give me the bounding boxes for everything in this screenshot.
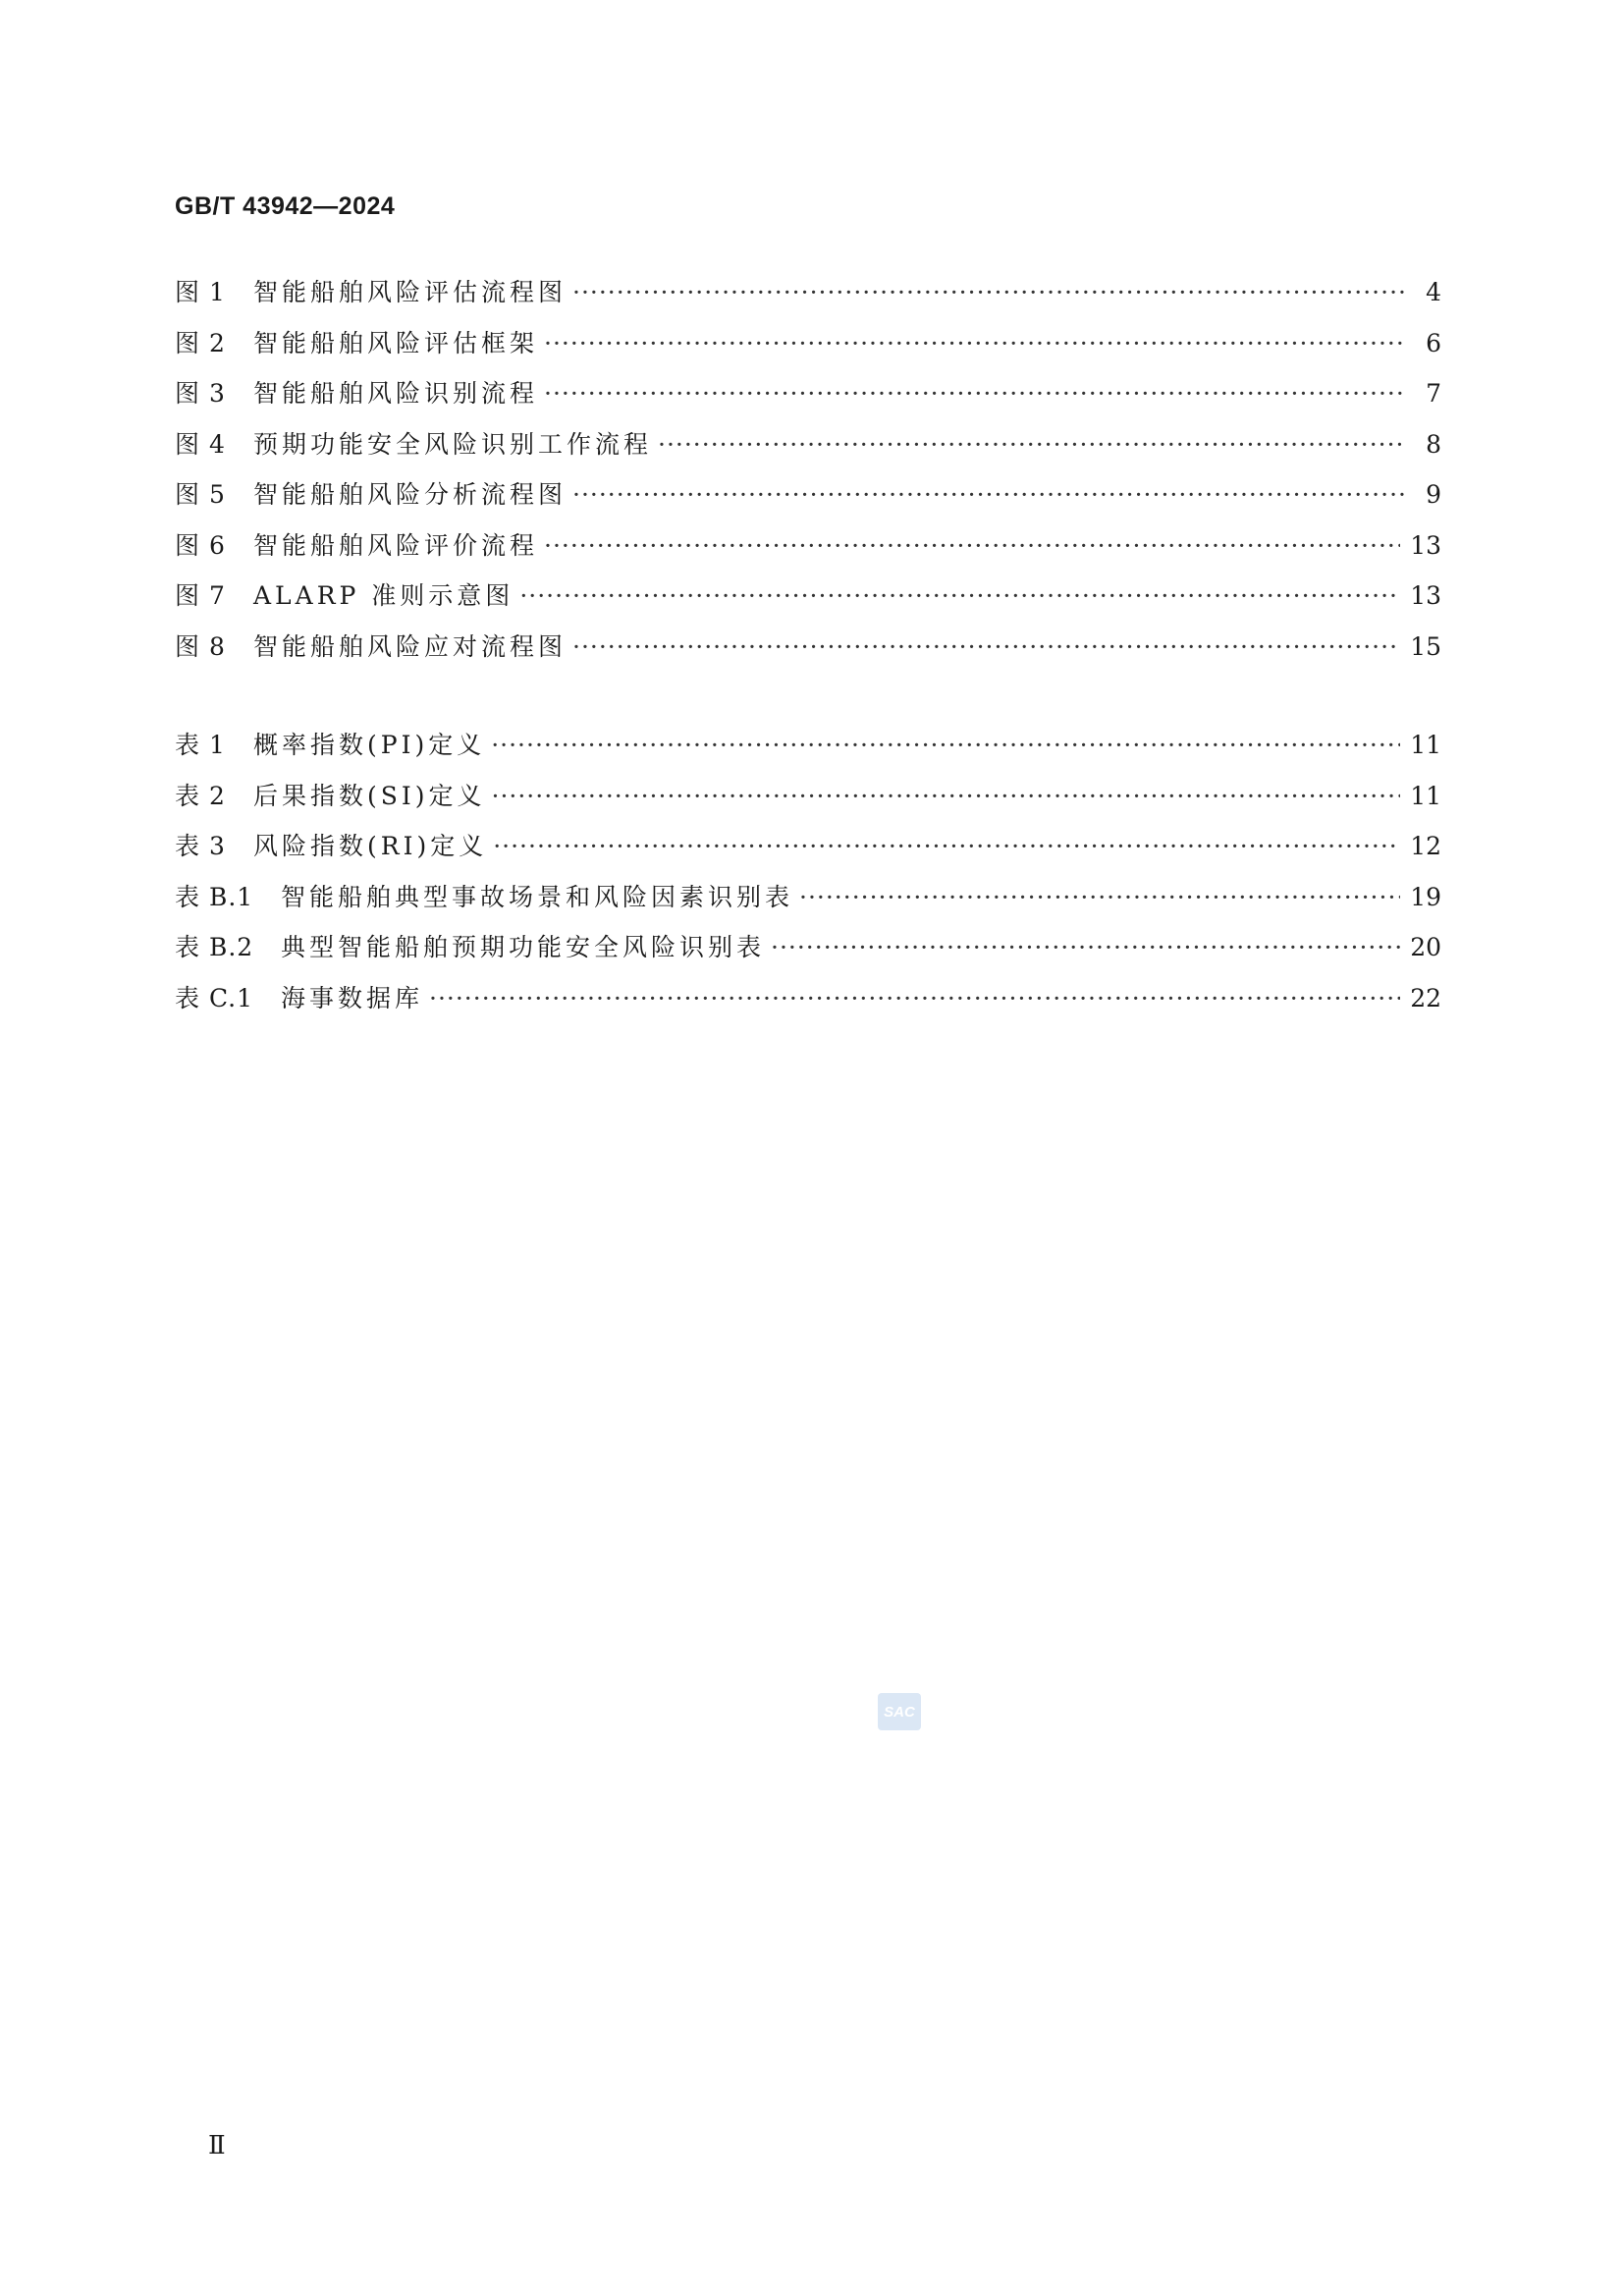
entry-title: 智能船舶风险评价流程 [253,530,539,560]
toc-entry-figure-5[interactable] [175,469,1441,520]
toc-entry-figure-1[interactable] [175,267,1441,318]
toc-entry-table-3[interactable] [175,821,1441,872]
toc-entry-figure-2[interactable] [175,318,1441,369]
entry-page: 8 [1426,429,1441,459]
toc-entry-figure-7[interactable] [175,571,1441,622]
entry-title: ALARP 准则示意图 [253,581,514,610]
entry-title: 智能船舶典型事故场景和风险因素识别表 [281,882,794,911]
entry-page: 15 [1410,631,1441,661]
toc-entry-table-b1[interactable] [175,872,1441,923]
figure-list [175,267,1441,672]
page-number: Ⅱ [208,2131,226,2160]
entry-page: 22 [1410,983,1441,1012]
dot-leader [572,622,1400,673]
dot-leader [519,571,1400,622]
table-list [175,720,1441,1023]
toc-entry-table-2[interactable] [175,771,1441,822]
entry-label: 图 2 [175,328,226,357]
logo-text: SAC [884,1703,915,1721]
dot-leader [658,419,1406,470]
entry-label: 表 B.1 [175,882,254,911]
dot-leader [771,922,1400,973]
entry-label: 表 1 [175,731,226,759]
entry-page: 9 [1426,480,1441,509]
entry-title: 智能船舶风险分析流程图 [253,480,568,509]
entry-label: 图 6 [175,530,226,560]
entry-title: 海事数据库 [281,983,424,1012]
dot-leader [799,872,1400,923]
entry-label: 图 7 [175,581,226,610]
entry-label: 表 3 [175,832,226,860]
entry-title: 智能船舶风险评估框架 [253,328,539,357]
entry-title: 后果指数(SI)定义 [253,781,486,810]
entry-label: 表 2 [175,781,226,810]
sac-logo-icon [878,1693,921,1730]
dot-leader [493,821,1400,872]
entry-title: 概率指数(PI)定义 [253,731,486,759]
dot-leader [491,720,1400,771]
dot-leader [572,267,1406,318]
toc-entry-figure-3[interactable] [175,368,1441,419]
dot-leader [429,973,1400,1024]
entry-page: 6 [1426,328,1441,357]
entry-page: 13 [1410,581,1441,610]
entry-title: 智能船舶风险应对流程图 [253,631,568,661]
toc-entry-table-c1[interactable] [175,973,1441,1024]
entry-label: 图 5 [175,480,226,509]
dot-leader [544,318,1406,369]
toc-entry-figure-6[interactable] [175,520,1441,572]
entry-page: 13 [1410,530,1441,560]
entry-page: 11 [1410,781,1441,810]
entry-label: 图 4 [175,429,226,459]
entry-page: 4 [1426,278,1441,306]
entry-page: 19 [1410,882,1441,911]
entry-label: 图 8 [175,631,226,661]
toc-entry-figure-4[interactable] [175,419,1441,470]
entry-page: 7 [1426,379,1441,408]
dot-leader [544,368,1406,419]
entry-label: 表 C.1 [175,983,254,1012]
entry-title: 预期功能安全风险识别工作流程 [253,429,653,459]
entry-title: 风险指数(RI)定义 [253,832,488,860]
entry-label: 表 B.2 [175,933,254,961]
entry-title: 智能船舶风险识别流程 [253,379,539,408]
toc-entry-figure-8[interactable] [175,622,1441,673]
entry-page: 20 [1410,933,1441,961]
dot-leader [572,469,1406,520]
entry-page: 11 [1410,731,1441,759]
entry-page: 12 [1410,832,1441,860]
entry-label: 图 3 [175,379,226,408]
entry-label: 图 1 [175,278,226,306]
entry-title: 典型智能船舶预期功能安全风险识别表 [281,933,766,961]
entry-title: 智能船舶风险评估流程图 [253,278,568,306]
dot-leader [492,771,1401,822]
toc-entry-table-1[interactable] [175,720,1441,771]
dot-leader [544,520,1400,572]
standard-id: GB/T 43942—2024 [175,192,396,220]
toc-entry-table-b2[interactable] [175,922,1441,973]
